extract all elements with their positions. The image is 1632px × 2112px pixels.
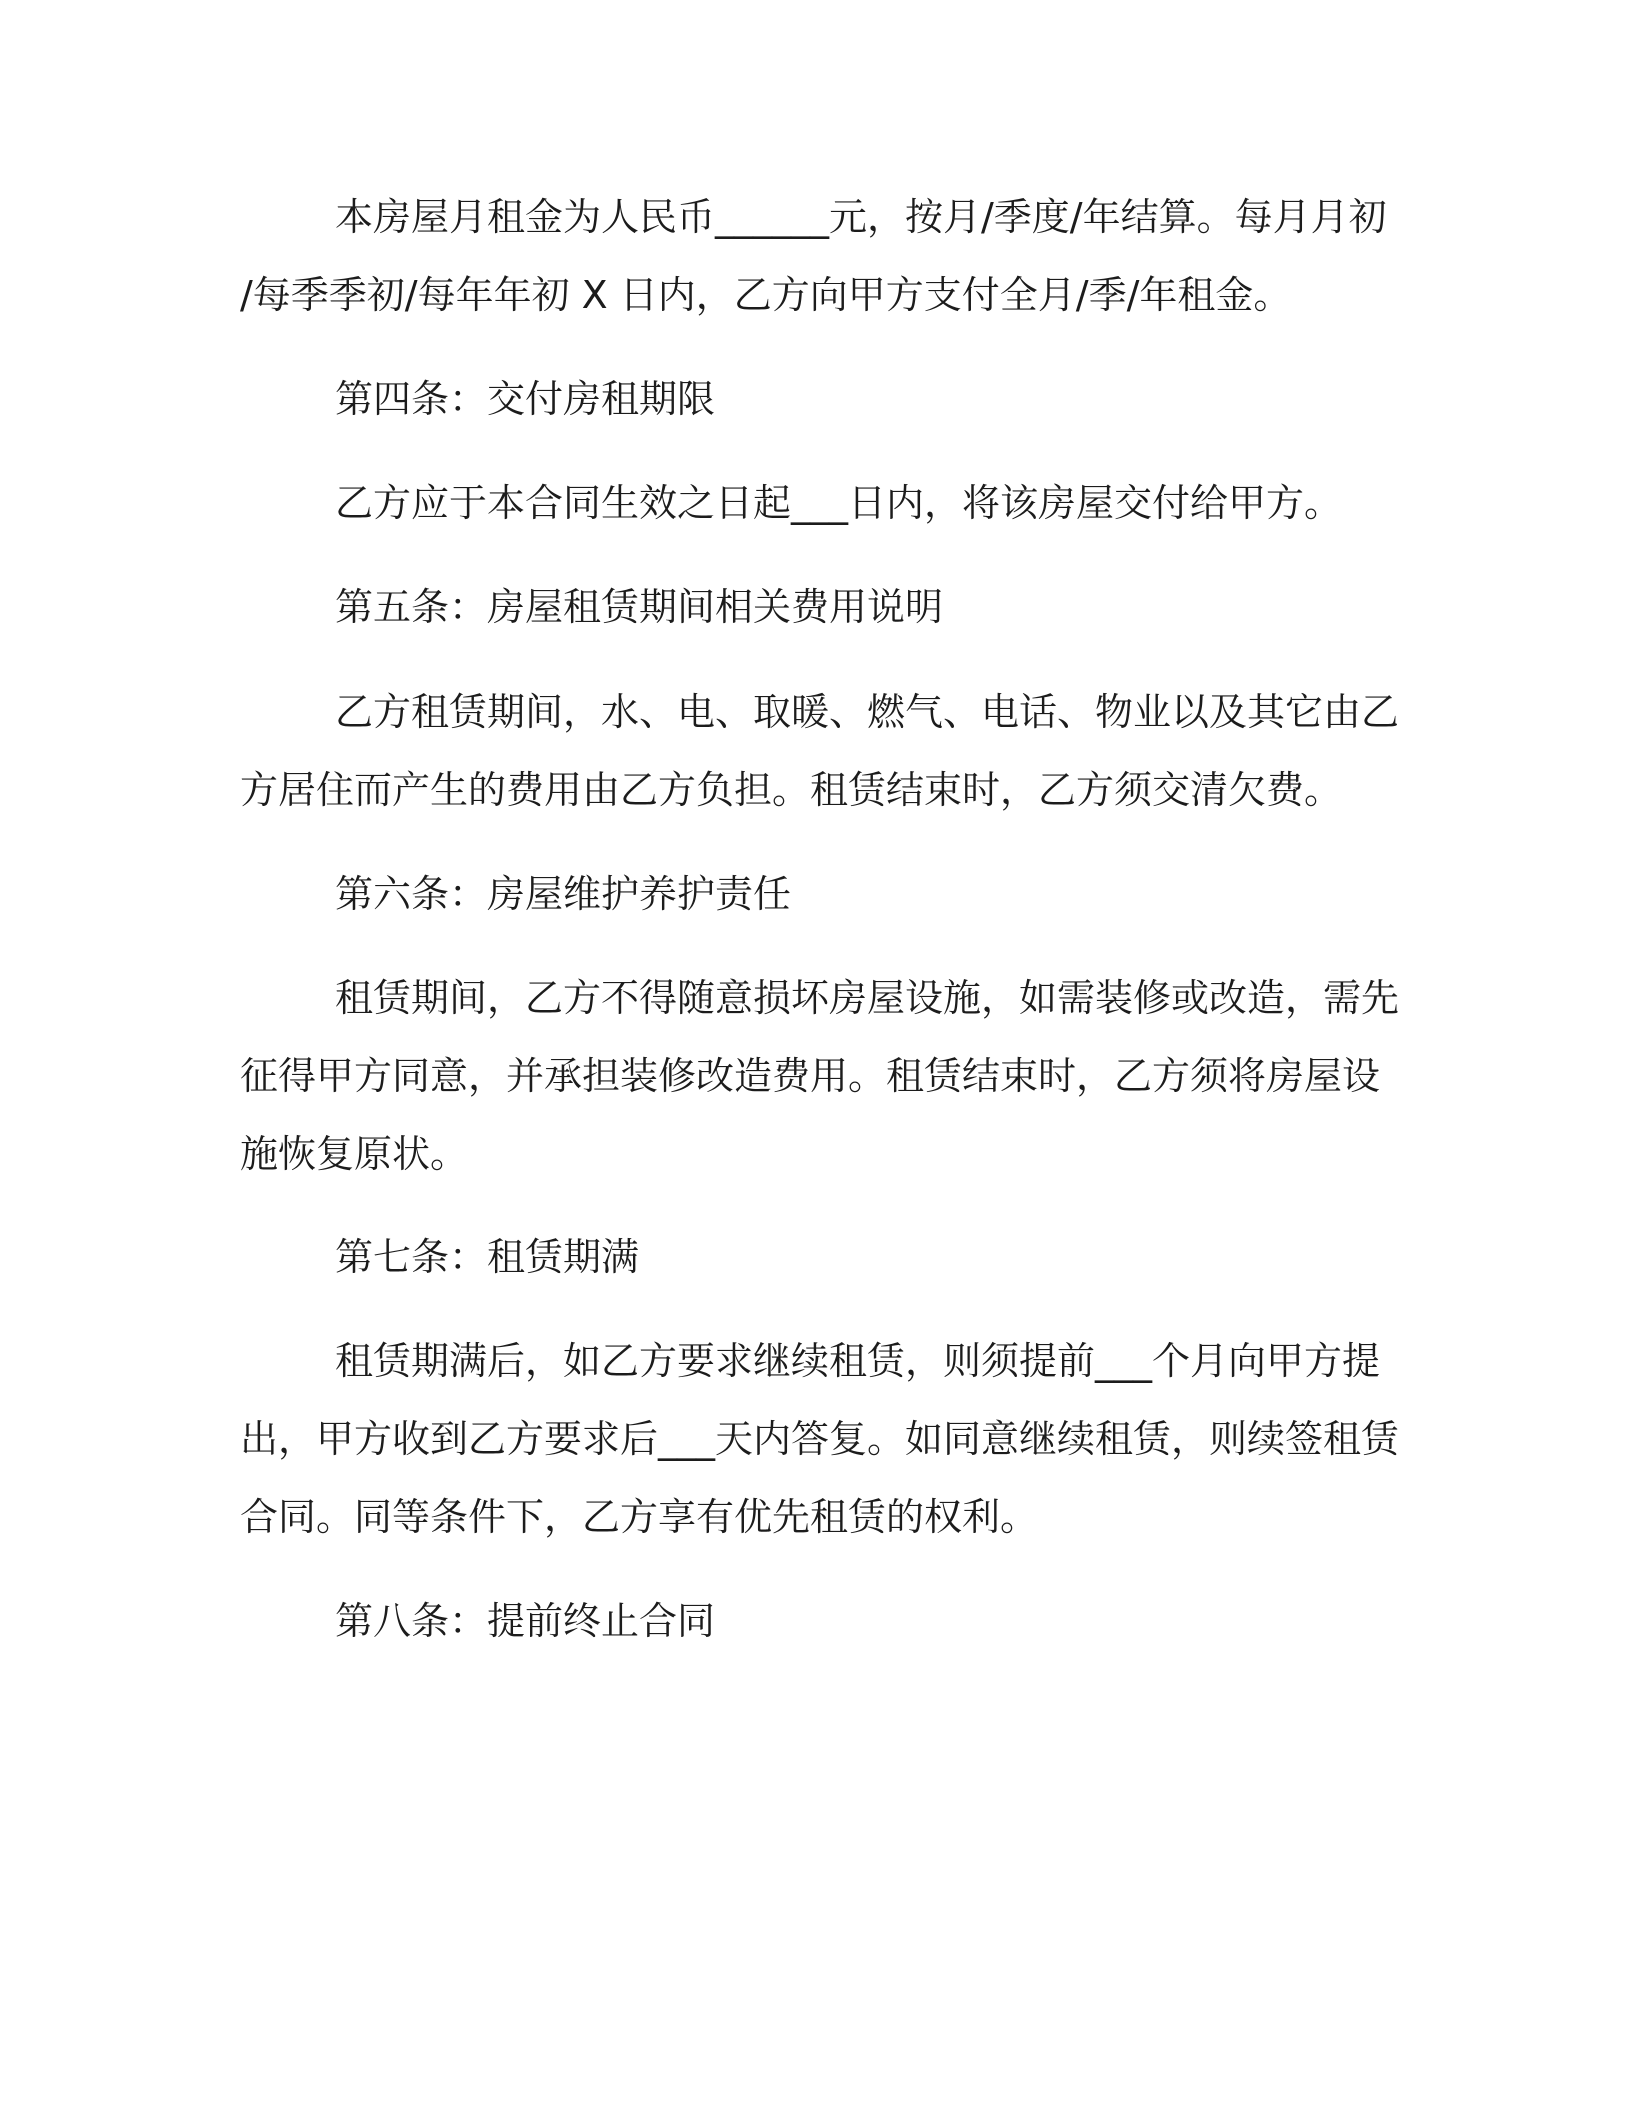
article-4-heading: 第四条：交付房租期限: [335, 377, 716, 421]
article-8-heading: 第八条：提前终止合同: [335, 1599, 716, 1643]
paragraph-delivery: 乙方应于本合同生效之日起___日内，将该房屋交付给甲方。: [335, 481, 1343, 525]
paragraph-expiry-line-3: 合同。同等条件下，乙方享有优先租赁的权利。: [240, 1495, 1039, 1539]
paragraph-expiry-line-2: 出，甲方收到乙方要求后___天内答复。如同意继续租赁，则续签租赁: [240, 1417, 1400, 1461]
paragraph-fees-line-2: 方居住而产生的费用由乙方负担。租赁结束时，乙方须交清欠费。: [240, 768, 1343, 812]
article-5-heading: 第五条：房屋租赁期间相关费用说明: [335, 585, 944, 629]
paragraph-rent-line-2: /每季季初/每年年初 X 日内，乙方向甲方支付全月/季/年租金。: [240, 273, 1292, 317]
paragraph-maintenance-line-1: 租赁期间，乙方不得随意损坏房屋设施，如需装修或改造，需先: [335, 976, 1400, 1020]
paragraph-expiry-line-1: 租赁期满后，如乙方要求继续租赁，则须提前___个月向甲方提: [335, 1339, 1381, 1383]
article-6-heading: 第六条：房屋维护养护责任: [335, 872, 792, 916]
paragraph-maintenance-line-3: 施恢复原状。: [240, 1132, 469, 1176]
paragraph-maintenance-line-2: 征得甲方同意，并承担装修改造费用。租赁结束时，乙方须将房屋设: [240, 1054, 1381, 1098]
paragraph-rent-line-1: 本房屋月租金为人民币______元，按月/季度/年结算。每月月初: [335, 195, 1387, 239]
paragraph-fees-line-1: 乙方租赁期间，水、电、取暖、燃气、电话、物业以及其它由乙: [335, 690, 1400, 734]
article-7-heading: 第七条：租赁期满: [335, 1235, 640, 1279]
